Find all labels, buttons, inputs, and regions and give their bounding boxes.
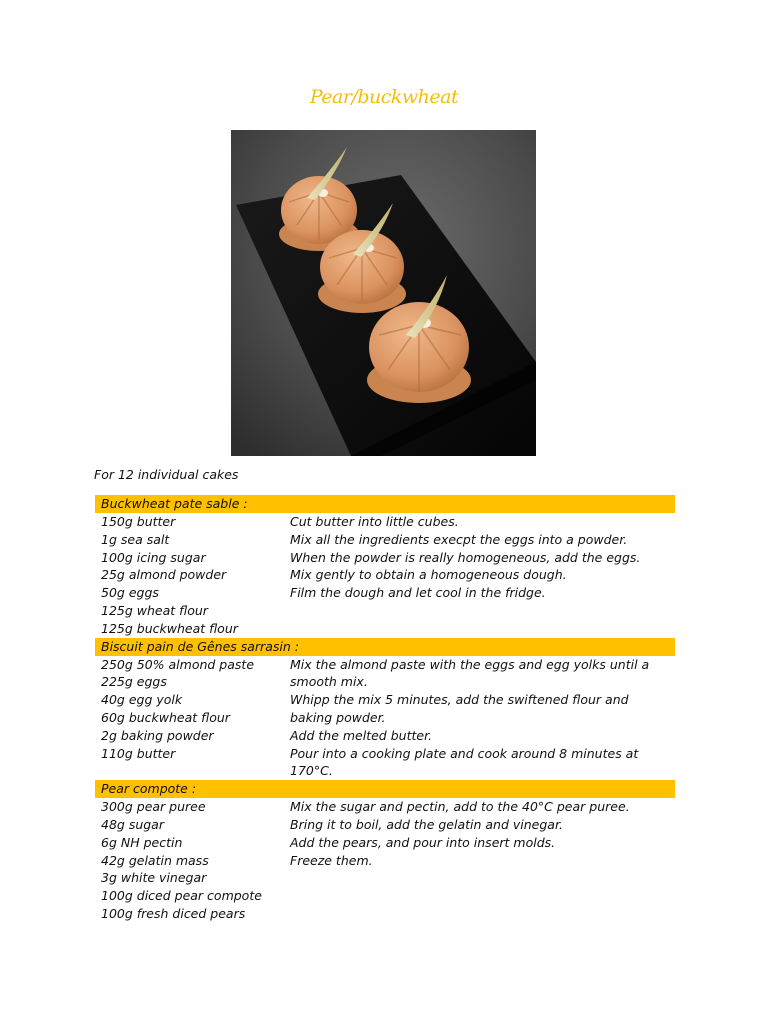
step-item: Pour into a cooking plate and cook around 8 minutes at 170°C.	[290, 745, 639, 779]
recipe-title: Pear/buckwheat	[309, 86, 459, 108]
ingredient-item: 125g buckwheat flour	[101, 620, 238, 636]
section-header: Biscuit pain de Gênes sarrasin :	[95, 638, 675, 656]
ingredient-list	[95, 513, 290, 638]
step-item: Cut butter into little cubes.	[290, 514, 459, 529]
ingredient-item: 300g pear puree	[101, 799, 206, 815]
ingredient-item: 50g eggs	[101, 585, 159, 601]
ingredient-item: 40g egg yolk	[101, 692, 183, 708]
ingredient-item: 100g icing sugar	[101, 549, 206, 565]
step-list	[290, 798, 675, 923]
step-item: Mix the sugar and pectin, add to the 40°C pear puree.	[290, 799, 630, 815]
section-header: Buckwheat pate sable :	[95, 495, 675, 513]
ingredient-item: 100g fresh diced pears	[101, 905, 246, 921]
recipe-table	[95, 495, 675, 923]
step-item: Mix all the ingredients execpt the eggs into a powder.	[290, 531, 628, 547]
step-list	[290, 513, 675, 638]
ingredient-list	[95, 656, 290, 781]
ingredient-item: 60g buckwheat flour	[101, 709, 230, 725]
ingredient-item: 110g butter	[101, 745, 176, 761]
ingredient-item: 48g sugar	[101, 816, 164, 832]
section-biscuit	[95, 638, 675, 781]
yield-note: For 12 individual cakes	[94, 467, 239, 482]
ingredient-item: 100g diced pear compote	[101, 888, 262, 904]
step-item: Bring it to boil, add the gelatin and vinegar.	[290, 816, 563, 832]
ingredient-item: 150g butter	[101, 514, 176, 529]
ingredient-item: 225g eggs	[101, 674, 167, 690]
ingredient-item: 250g 50% almond paste	[101, 656, 255, 672]
step-item: When the powder is really homogeneous, add the eggs.	[290, 549, 641, 565]
ingredient-item: 2g baking powder	[101, 727, 214, 743]
section-pate-sable	[95, 495, 675, 638]
step-item: Freeze them.	[290, 852, 373, 868]
dessert-photo	[231, 130, 536, 456]
step-item: Film the dough and let cool in the fridge.	[290, 585, 546, 601]
ingredient-item: 6g NH pectin	[101, 834, 183, 850]
step-item: Add the melted butter.	[290, 727, 433, 743]
ingredient-item: 3g white vinegar	[101, 870, 207, 886]
step-item: Add the pears, and pour into insert molds.	[290, 834, 556, 850]
ingredient-item: 125g wheat flour	[101, 602, 208, 618]
step-list	[290, 656, 675, 781]
step-item: Mix gently to obtain a homogeneous dough.	[290, 567, 567, 583]
ingredient-list	[95, 798, 290, 923]
section-header: Pear compote :	[95, 780, 675, 798]
ingredient-item: 1g sea salt	[101, 531, 170, 547]
step-item: Whipp the mix 5 minutes, add the swiftened flour and baking powder.	[290, 692, 629, 725]
ingredient-item: 42g gelatin mass	[101, 852, 209, 868]
section-pear-compote	[95, 780, 675, 923]
ingredient-item: 25g almond powder	[101, 567, 227, 583]
step-item: Mix the almond paste with the eggs and egg yolks until a smooth mix.	[290, 656, 650, 690]
